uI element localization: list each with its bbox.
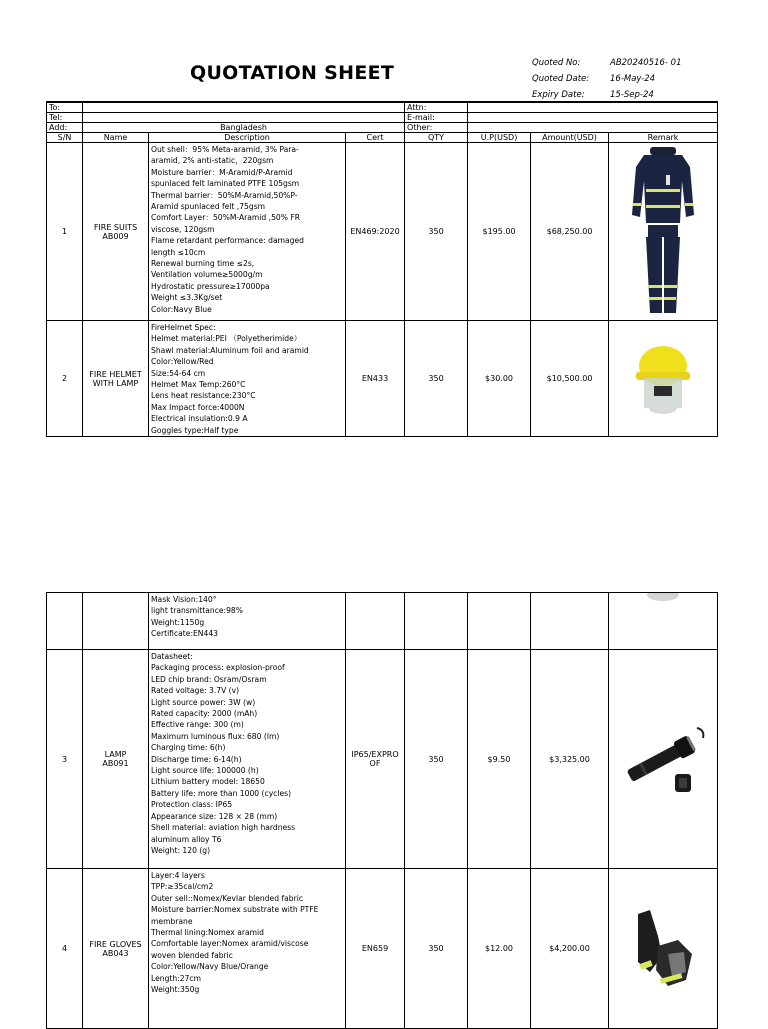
description-line: Color:Navy Blue — [151, 304, 212, 314]
item-cert-text: IP65/EXPRO OF — [351, 750, 399, 768]
description-line: Helmet material:PEI （Polyetherimide） — [151, 334, 302, 344]
item-name — [83, 143, 149, 321]
col-header-amount: Amount(USD) — [531, 133, 609, 143]
item-amount: $68,250.00 — [531, 143, 609, 321]
description-line: spunlaced felt laminated PTFE 105gsm — [151, 179, 300, 189]
description-line: Weight: 120 (g) — [151, 845, 211, 855]
description-line: Color:Yellow/Navy Blue/Orange — [151, 962, 269, 972]
description-line: Out shell：95% Meta-aramid, 3% Para- — [151, 145, 299, 154]
meta-value: 16-May-24 — [610, 74, 656, 84]
item-cert: EN659 — [346, 869, 405, 1029]
description-line: Thermal lining:Nomex aramid — [151, 928, 264, 938]
description-line: Weight:350g — [151, 985, 200, 995]
attn-value[interactable] — [468, 102, 718, 113]
item-cert: EN433 — [346, 321, 405, 437]
info-row-to — [47, 102, 718, 113]
item-name-text: FIRE HELMET WITH LAMP — [89, 369, 142, 388]
description-line: Aramid spunlaced felt ,75gsm — [151, 202, 266, 212]
description-line: Color:Yellow/Red — [151, 357, 214, 367]
description-line: Electrical insulation:0.9 A — [151, 414, 248, 424]
item-name — [83, 321, 149, 437]
item-qty-cont — [405, 593, 468, 650]
item-unit-price-cont — [468, 593, 531, 650]
description-line: Lens heat resistance:230°C — [151, 391, 256, 401]
item-name — [83, 650, 149, 869]
item-description — [149, 143, 346, 321]
to-value[interactable] — [83, 102, 405, 113]
item-cert: EN469:2020 — [346, 143, 405, 321]
fire-suit-photo — [609, 143, 718, 321]
description-line: Rated capacity: 2000 (mAh) — [151, 709, 258, 719]
table-row — [47, 143, 718, 321]
description-line: Comfortable layer:Nomex aramid/viscose — [151, 939, 309, 949]
description-line: aramid, 2% anti-static，220gsm — [151, 156, 274, 166]
description-line: Comfort Layer：50%M-Aramid ,50% FR — [151, 213, 301, 223]
flashlight-icon — [615, 718, 711, 798]
item-description — [149, 869, 346, 1029]
item-cert — [346, 650, 405, 869]
other-label: Other: — [405, 123, 468, 133]
col-header-remark: Remark — [609, 133, 718, 143]
fire-gloves-icon — [628, 906, 698, 990]
col-header-name: Name — [83, 133, 149, 143]
col-header-sn: S/N — [47, 133, 83, 143]
item-unit-price: $12.00 — [468, 869, 531, 1029]
description-line: Moisture barrier:Nomex substrate with PTFE — [151, 905, 319, 915]
fire-helmet-icon — [628, 338, 698, 418]
fire-gloves-photo — [609, 869, 718, 1029]
description-line: aluminum alloy T6 — [151, 834, 222, 844]
description-line: Shell material: aviation high hardness — [151, 823, 296, 833]
item-qty: 350 — [405, 321, 468, 437]
meta-value: 15-Sep-24 — [610, 90, 654, 100]
item-amount: $10,500.00 — [531, 321, 609, 437]
item-sn: 4 — [47, 869, 83, 1029]
flashlight-photo — [609, 650, 718, 869]
page-break-gap — [0, 441, 768, 592]
description-line: woven blended fabric — [151, 950, 233, 960]
description-line: Renewal burning time ≤2s, — [151, 259, 255, 269]
item-unit-price: $195.00 — [468, 143, 531, 321]
meta-row-quoted-date — [532, 71, 682, 87]
email-value[interactable] — [468, 113, 718, 123]
info-row-add — [47, 123, 718, 133]
description-line: Battery life: more than 1000 (cycles) — [151, 788, 292, 798]
description-line: TPP:≥35cal/cm2 — [151, 882, 214, 892]
item-name — [83, 869, 149, 1029]
description-line: Shawl material:Aluminum foil and aramid — [151, 345, 309, 355]
table-row — [47, 869, 718, 1029]
description-line: Max Impact force:4000N — [151, 402, 245, 412]
description-line: Thermal barrier：50%M-Aramid,50%P- — [151, 190, 298, 200]
other-value[interactable] — [468, 123, 718, 133]
item-cert-cont — [346, 593, 405, 650]
description-line: Flame retardant performance: damaged — [151, 236, 304, 246]
table-row — [47, 650, 718, 869]
item-sn: 3 — [47, 650, 83, 869]
fire-suit-icon — [628, 145, 698, 317]
meta-row-quoted-no — [532, 55, 682, 71]
description-line: Charging time: 6(h) — [151, 743, 226, 753]
info-row-tel — [47, 113, 718, 123]
col-header-description: Description — [149, 133, 346, 143]
fire-helmet-photo — [609, 321, 718, 437]
add-value[interactable]: Bangladesh — [83, 123, 405, 133]
item-unit-price: $9.50 — [468, 650, 531, 869]
to-label: To: — [47, 102, 83, 113]
quotation-table — [46, 101, 718, 437]
meta-value: AB20240516- 01 — [610, 58, 682, 68]
description-line: Packaging process: explosion-proof — [151, 663, 285, 673]
description-line: Effective range: 300 (m) — [151, 720, 244, 730]
description-line: Ventilation volume≥5000g/m — [151, 270, 263, 280]
table-row — [47, 321, 718, 437]
description-line: Datasheet: — [151, 652, 193, 661]
table-row-continued — [47, 593, 718, 650]
item-description-cont — [149, 593, 346, 650]
add-label: Add: — [47, 123, 83, 133]
item-qty: 350 — [405, 650, 468, 869]
description-line: Appearance size: 128 × 28 (mm) — [151, 811, 278, 821]
item-name-text: FIRE GLOVES AB043 — [89, 939, 142, 958]
fire-helmet-photo-cont — [609, 593, 718, 650]
item-name-text: LAMP AB091 — [102, 750, 129, 768]
item-name-cont — [83, 593, 149, 650]
item-unit-price: $30.00 — [468, 321, 531, 437]
description-line: Lithium battery model: 18650 — [151, 777, 265, 787]
col-header-cert: Cert — [346, 133, 405, 143]
description-line: Maximum luminous flux: 680 (lm) — [151, 731, 280, 741]
description-line: Layer:4 layers — [151, 871, 205, 880]
item-amount: $4,200.00 — [531, 869, 609, 1029]
description-line: Hydrostatic pressure≥17000pa — [151, 281, 270, 291]
description-line: Discharge time: 6-14(h) — [151, 754, 242, 764]
attn-label: Attn: — [405, 102, 468, 113]
description-line: Size:54-64 cm — [151, 368, 206, 378]
description-line: membrane — [151, 916, 193, 926]
item-name-text: FIRE SUITS AB009 — [93, 222, 138, 241]
meta-label: Quoted No: — [532, 58, 581, 68]
item-description — [149, 650, 346, 869]
tel-label: Tel: — [47, 113, 83, 123]
item-sn: 2 — [47, 321, 83, 437]
description-line: Outer sell::Nomex/Kevlar blended fabric — [151, 893, 304, 903]
fire-helmet-base-icon — [633, 593, 693, 605]
item-description — [149, 321, 346, 437]
description-line: LED chip brand: Osram/Osram — [151, 674, 267, 684]
description-line: Weight:1150g — [151, 617, 205, 627]
description-line: Mask Vision:140° — [151, 595, 217, 604]
item-amount: $3,325.00 — [531, 650, 609, 869]
meta-label: Expiry Date: — [532, 90, 585, 100]
column-header-row — [47, 133, 718, 143]
meta-label: Quoted Date: — [532, 74, 590, 84]
description-line: Moisture barrier：M-Aramid/P-Aramid — [151, 167, 293, 177]
description-line: Certificate:EN443 — [151, 629, 218, 639]
page-title: QUOTATION SHEET — [190, 62, 395, 84]
quotation-table-continued — [46, 592, 718, 1029]
description-line: Goggles type:Half type — [151, 425, 239, 435]
description-line: length ≤10cm — [151, 247, 206, 257]
description-line: Protection class: IP65 — [151, 800, 233, 810]
email-label: E-mail: — [405, 113, 468, 123]
description-line: light transmittance:98% — [151, 606, 243, 616]
item-qty: 350 — [405, 869, 468, 1029]
item-amount-cont — [531, 593, 609, 650]
description-line: Helmet Max Temp:260°C — [151, 380, 246, 390]
description-line: viscose, 120gsm — [151, 224, 215, 234]
col-header-qty: QTY — [405, 133, 468, 143]
item-sn-cont — [47, 593, 83, 650]
item-qty: 350 — [405, 143, 468, 321]
col-header-unit-price: U.P(USD) — [468, 133, 531, 143]
description-line: FireHelmet Spec: — [151, 323, 216, 332]
item-sn: 1 — [47, 143, 83, 321]
description-line: Rated voltage: 3.7V (v) — [151, 686, 240, 696]
description-line: Length:27cm — [151, 973, 201, 983]
description-line: Light source life: 100000 (h) — [151, 766, 259, 776]
description-line: Light source power: 3W (w) — [151, 697, 256, 707]
description-line: Weight ≤3.3Kg/set — [151, 293, 223, 303]
quote-meta — [532, 55, 682, 103]
tel-value[interactable] — [83, 113, 405, 123]
